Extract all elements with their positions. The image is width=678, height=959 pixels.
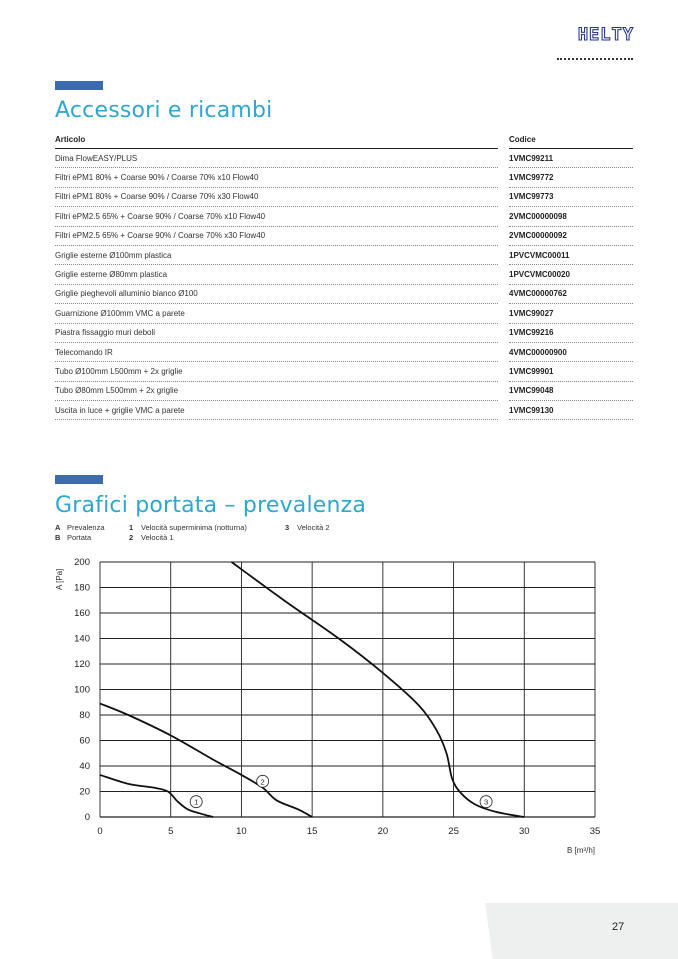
code-cell: 1VMC99211 xyxy=(509,149,633,168)
logo-divider xyxy=(557,58,633,60)
code-cell: 1VMC99216 xyxy=(509,324,633,343)
code-cell: 2VMC00000098 xyxy=(509,207,633,226)
y-tick-label: 120 xyxy=(74,659,90,670)
table-row xyxy=(55,188,633,207)
table-row xyxy=(55,285,633,304)
code-cell: 1PVCVMC00011 xyxy=(509,246,633,265)
table-row xyxy=(55,401,633,420)
footer-decoration xyxy=(485,903,678,959)
x-tick-label: 30 xyxy=(518,826,530,837)
code-cell: 2VMC00000092 xyxy=(509,227,633,246)
legend-key: 1 xyxy=(129,522,134,532)
article-cell: Filtri ePM2.5 65% + Coarse 90% / Coarse 70% x30 Flow40 xyxy=(55,227,498,246)
code-cell: 1VMC99772 xyxy=(509,168,633,187)
article-cell: Tubo Ø80mm L500mm + 2x griglie xyxy=(55,382,498,401)
legend-label: Velocità 2 xyxy=(297,522,330,532)
y-tick-label: 180 xyxy=(74,582,90,594)
article-cell: Griglie pieghevoli alluminio bianco Ø100 xyxy=(55,285,498,304)
x-tick-label: 15 xyxy=(306,826,318,837)
x-tick-label: 0 xyxy=(97,826,103,837)
legend-label: Velocità superminima (notturna) xyxy=(141,522,247,532)
section-accent-bar xyxy=(55,475,103,484)
y-tick-label: 40 xyxy=(79,761,90,772)
table-row xyxy=(55,207,633,226)
legend-label: Portata xyxy=(67,532,92,542)
table-row xyxy=(55,304,633,323)
table-row xyxy=(55,343,633,362)
x-tick-label: 10 xyxy=(236,826,247,837)
header-code: Codice xyxy=(509,131,633,149)
x-axis-label: B [m³/h] xyxy=(566,846,595,855)
article-cell: Telecomando IR xyxy=(55,343,498,362)
article-cell: Uscita in luce + griglie VMC a parete xyxy=(55,401,498,420)
article-cell: Griglie esterne Ø100mm plastica xyxy=(55,246,498,265)
y-tick-label: 80 xyxy=(79,710,90,721)
article-cell: Piastra fissaggio muri deboli xyxy=(55,324,498,343)
table-header xyxy=(55,131,633,149)
article-cell: Tubo Ø100mm L500mm + 2x griglie xyxy=(55,362,498,381)
flow-pressure-chart xyxy=(0,550,678,865)
series-label-3: 3 xyxy=(484,797,489,807)
accessories-title: Accessori e ricambi xyxy=(55,98,273,123)
series-label-2: 2 xyxy=(260,777,265,787)
code-cell: 1VMC99027 xyxy=(509,304,633,323)
legend-label: Prevalenza xyxy=(67,522,105,532)
legend-key: A xyxy=(55,522,61,532)
article-cell: Guarnizione Ø100mm VMC a parete xyxy=(55,304,498,323)
table-body xyxy=(55,149,633,420)
series-line-2 xyxy=(100,704,312,817)
legend-key: B xyxy=(55,532,61,542)
code-cell: 1VMC99130 xyxy=(509,401,633,420)
legend-label: Velocità 1 xyxy=(141,532,174,542)
article-cell: Griglie esterne Ø80mm plastica xyxy=(55,265,498,284)
article-cell: Filtri ePM1 80% + Coarse 90% / Coarse 70% x10 Flow40 xyxy=(55,168,498,187)
accessories-table xyxy=(55,131,633,420)
x-tick-label: 35 xyxy=(589,826,601,837)
code-cell: 4VMC00000762 xyxy=(509,285,633,304)
code-cell: 1VMC99048 xyxy=(509,382,633,401)
graph-title: Grafici portata – prevalenza xyxy=(55,493,367,518)
article-cell: Dima FlowEASY/PLUS xyxy=(55,149,498,168)
legend-key: 3 xyxy=(285,522,290,532)
y-tick-label: 200 xyxy=(74,557,90,568)
table-row xyxy=(55,168,633,187)
table-row xyxy=(55,324,633,343)
y-tick-label: 140 xyxy=(74,633,90,645)
code-cell: 1VMC99901 xyxy=(509,362,633,381)
x-tick-label: 5 xyxy=(168,826,174,837)
table-row xyxy=(55,149,633,168)
table-row xyxy=(55,362,633,381)
y-tick-label: 100 xyxy=(74,684,90,696)
series-label-1: 1 xyxy=(194,797,199,807)
helty-logo: HELTY xyxy=(577,25,634,45)
section-accent-bar xyxy=(55,81,103,90)
y-tick-label: 60 xyxy=(79,735,90,747)
code-cell: 1VMC99773 xyxy=(509,188,633,207)
graph-legend xyxy=(55,522,330,542)
header-article: Articolo xyxy=(55,131,498,149)
x-tick-label: 20 xyxy=(377,826,389,837)
article-cell: Filtri ePM2.5 65% + Coarse 90% / Coarse 70% x10 Flow40 xyxy=(55,207,498,226)
y-tick-label: 160 xyxy=(74,608,90,619)
x-tick-label: 25 xyxy=(448,826,459,837)
y-axis-label: A [Pa] xyxy=(55,568,64,590)
table-row xyxy=(55,265,633,284)
table-row xyxy=(55,227,633,246)
code-cell: 4VMC00000900 xyxy=(509,343,633,362)
table-row xyxy=(55,246,633,265)
y-tick-label: 0 xyxy=(84,812,90,823)
code-cell: 1PVCVMC00020 xyxy=(509,265,633,284)
page-number: 27 xyxy=(612,921,625,933)
table-row xyxy=(55,382,633,401)
article-cell: Filtri ePM1 80% + Coarse 90% / Coarse 70% x30 Flow40 xyxy=(55,188,498,207)
y-tick-label: 20 xyxy=(79,786,90,798)
legend-key: 2 xyxy=(129,532,134,542)
